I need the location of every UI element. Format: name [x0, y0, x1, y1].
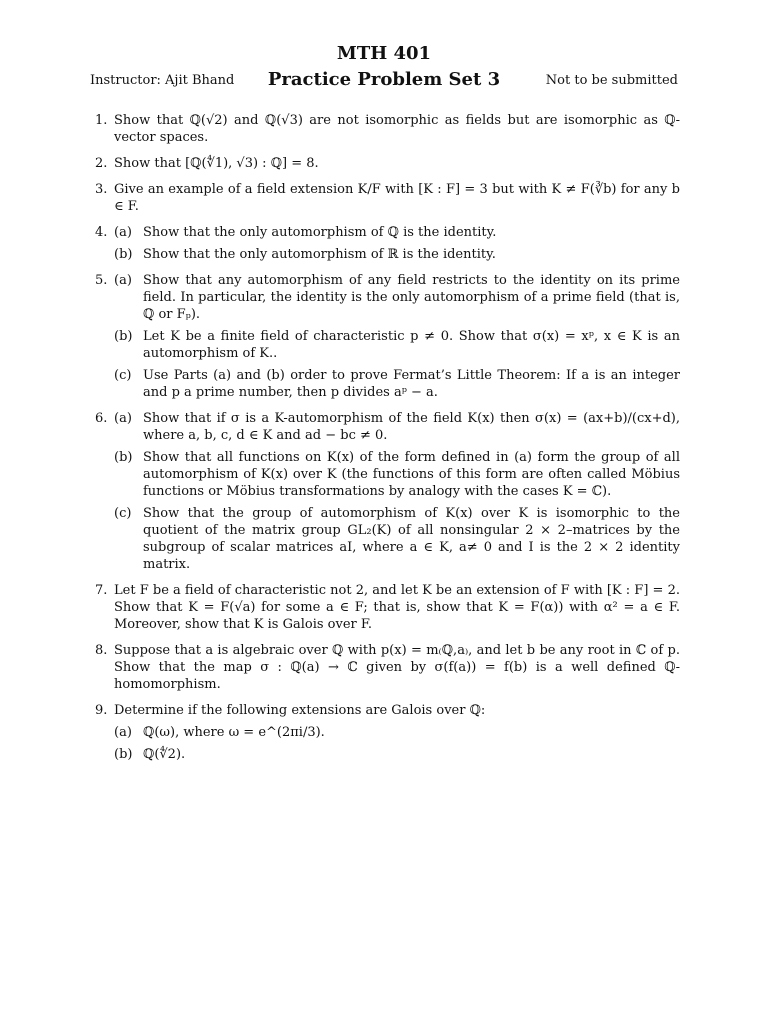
part-text: Show that the group of automorphism of K(x) over K is isomorphic to the quotient of the matrix group GL₂(K) of all nonsingular 2 × 2–matrices by the subgroup of scalar matrices aI, where a ∈ K, a≠ 0 and I is the 2 × 2 identity matrix.	[143, 506, 680, 572]
problem-number: 7.	[95, 583, 108, 598]
problem-item	[95, 272, 680, 401]
part-text: Show that the only automorphism of ℚ is the identity.	[143, 225, 497, 240]
problem-text: Determine if the following extensions are Galois over ℚ:	[114, 703, 486, 718]
problem-item	[95, 224, 680, 263]
problem-number: 3.	[95, 182, 108, 197]
part-label: (c)	[114, 368, 132, 383]
problem-number: 1.	[95, 113, 108, 128]
problem-number: 9.	[95, 703, 108, 718]
problem-item	[95, 582, 680, 633]
problem-number: 6.	[95, 411, 108, 426]
part-label: (b)	[114, 329, 133, 344]
problem-part	[114, 746, 680, 763]
part-label: (a)	[114, 411, 132, 426]
problem-part	[114, 367, 680, 401]
part-text: Use Parts (a) and (b) order to prove Fermat’s Little Theorem: If a is an integer and p a prime number, then p divides aᵖ − a.	[143, 368, 680, 400]
submission-note: Not to be submitted	[545, 73, 678, 88]
problem-part	[114, 410, 680, 444]
part-label: (b)	[114, 450, 133, 465]
part-label: (b)	[114, 747, 133, 762]
part-label: (c)	[114, 506, 132, 521]
problem-text: Suppose that a is algebraic over ℚ with p(x) = m₍ℚ,a₎, and let b be any root in ℂ of p. Show that the map σ : ℚ(a) → ℂ given by σ(f(a)) = f(b) is a well defined ℚ-homomorphism.	[114, 643, 680, 692]
problem-item	[95, 642, 680, 693]
instructor-name: Instructor: Ajit Bhand	[90, 73, 235, 88]
part-text: ℚ(∜2).	[143, 747, 186, 762]
problem-item	[95, 181, 680, 215]
course-code: MTH 401	[336, 43, 432, 64]
problem-number: 2.	[95, 156, 108, 171]
part-text: Show that if σ is a K-automorphism of the field K(x) then σ(x) = (ax+b)/(cx+d), where a, b, c, d ∈ K and ad − bc ≠ 0.	[143, 411, 680, 443]
problem-list	[95, 112, 680, 772]
problem-number: 5.	[95, 273, 108, 288]
part-text: Show that the only automorphism of ℝ is the identity.	[143, 247, 496, 262]
problem-part	[114, 224, 680, 241]
problem-set-title: Practice Problem Set 3	[267, 69, 501, 90]
problem-item	[95, 155, 680, 172]
part-text: ℚ(ω), where ω = e^(2πi/3).	[143, 725, 325, 740]
problem-item	[95, 112, 680, 146]
problem-text: Show that ℚ(√2) and ℚ(√3) are not isomorphic as fields but are isomorphic as ℚ-vector spaces.	[114, 113, 680, 145]
part-label: (a)	[114, 225, 132, 240]
part-label: (b)	[114, 247, 133, 262]
problem-text: Let F be a field of characteristic not 2, and let K be an extension of F with [K : F] = 2. Show that K = F(√a) for some a ∈ F; that is, show that K = F(α)) with α² = a ∈ F. Moreover, show that K is Galois over F.	[114, 583, 680, 632]
problem-part	[114, 328, 680, 362]
problem-part	[114, 272, 680, 323]
part-text: Show that all functions on K(x) of the form defined in (a) form the group of all automorphism of K(x) over K (the functions of this form are often called Möbius functions or Möbius transformations by analogy with the cases K = ℂ).	[143, 450, 680, 499]
problem-part	[114, 724, 680, 741]
part-label: (a)	[114, 725, 132, 740]
problem-item	[95, 702, 680, 763]
part-text: Let K be a finite field of characteristic p ≠ 0. Show that σ(x) = xᵖ, x ∈ K is an automorphism of K..	[143, 329, 680, 361]
problem-part	[114, 505, 680, 573]
problem-number: 4.	[95, 225, 108, 240]
problem-number: 8.	[95, 643, 108, 658]
part-label: (a)	[114, 273, 132, 288]
problem-text: Give an example of a field extension K/F with [K : F] = 3 but with K ≠ F(∛b) for any b ∈ F.	[114, 182, 680, 214]
problem-part	[114, 449, 680, 500]
part-text: Show that any automorphism of any field restricts to the identity on its prime field. In particular, the identity is the only automorphism of a prime field (that is, ℚ or Fₚ).	[143, 273, 680, 322]
problem-item	[95, 410, 680, 573]
header-row	[90, 68, 678, 92]
problem-text: Show that [ℚ(∜1), √3) : ℚ] = 8.	[114, 156, 319, 171]
problem-part	[114, 246, 680, 263]
